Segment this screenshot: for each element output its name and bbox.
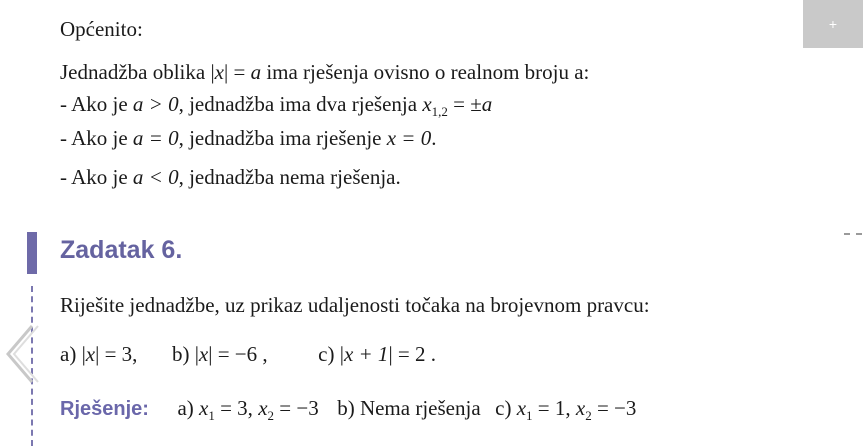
general-case-negative: - Ako je a < 0, jednadžba nema rješenja.	[60, 165, 401, 189]
chevron-left-icon[interactable]	[2, 322, 40, 386]
plus-icon: +	[828, 16, 838, 32]
solution-line: Rješenje: a) $x_1 = 3$, $x_2 = -3$ b) Nema rješenja c) $x_1 = 1$, $x_2 = -3$	[60, 396, 637, 423]
general-case-positive: - Ako je a > 0, jednadžba ima dva rješenja $x_{1,2} = \pm a$	[60, 92, 493, 119]
dashed-divider-right	[844, 233, 862, 237]
task-instruction: Riješite jednadžbe, uz prikaz udaljenosti točaka na brojevnom pravcu:	[60, 293, 650, 317]
general-case-zero: - Ako je a = 0, jednadžba ima rješenje x = 0.	[60, 126, 437, 150]
add-button[interactable]	[803, 0, 863, 48]
section-marker-bar	[27, 232, 37, 274]
solution-label: Rješenje:	[60, 398, 149, 420]
task-equations: a) |x| = 3, b) |x| = −6 , c) |x + 1| = 2 .	[60, 342, 436, 366]
general-intro: Jednadžba oblika |x| = a ima rješenja ovisno o realnom broju a:	[60, 60, 590, 84]
general-heading: Općenito:	[60, 17, 143, 41]
task-title: Zadatak 6.	[60, 236, 183, 264]
